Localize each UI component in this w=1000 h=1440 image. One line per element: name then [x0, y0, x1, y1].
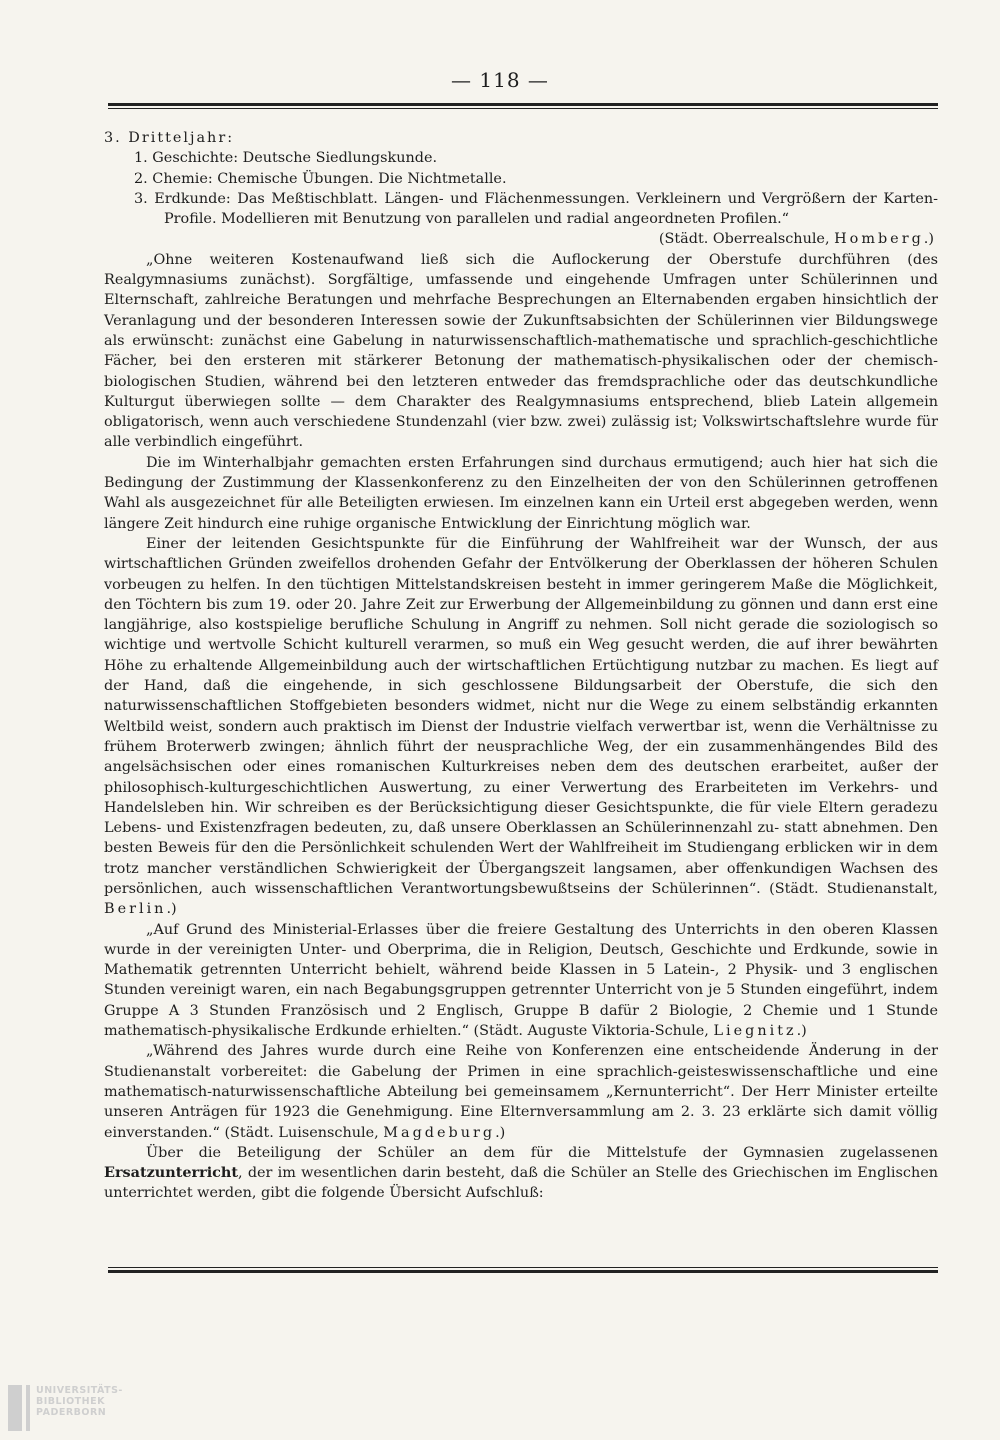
library-logo — [8, 1385, 123, 1431]
paragraph-4-text: „Auf Grund des Ministerial-Erlasses über die freiere Gestaltung des Unterrichts in den oberen Klassen wurde in der vereinigten Unter- und Oberprima, die in Religion, Deutsch, Geschichte und Erdkunde, sowie in Mathematik getrennten Unterricht behielt, während beide Klassen in 5 Latein-, 2 Physik- und 3 englischen Stunden vereinigt waren, ein nach Begabungsgruppen getrennter Unterricht von je 5 Stunden eingeführt, indem Gruppe A 3 Stunden Französisch und 2 Englisch, Gruppe B dafür 2 Biologie, 2 Chemie und 1 Stunde mathematisch-physikalische Erdkunde erhielten.“ — [104, 921, 938, 1040]
library-line: PADERBORN — [36, 1407, 107, 1418]
library-line: BIBLIOTHEK — [36, 1396, 105, 1407]
source-prefix: (Städt. Oberrealschule, — [658, 231, 835, 248]
body-text — [104, 128, 938, 1204]
source-suffix: .) — [923, 231, 934, 248]
list-item: 3. Erdkunde: Das Meßtischblatt. Längen- und Flächenmessungen. Verkleinern und Vergrößern der Karten-Profile. Modellieren mit Benutzung von parallelen und radial angeordneten Profilen.“ — [134, 190, 938, 228]
page-number: — 118 — — [451, 68, 549, 92]
source-prefix: (Städt. Luisenschule, — [224, 1124, 384, 1141]
list-heading: 3. Dritteljahr: — [104, 130, 235, 146]
logo-bar-icon — [26, 1385, 30, 1431]
bottom-rule — [108, 1265, 938, 1273]
library-line: UNIVERSITÄTS- — [36, 1385, 123, 1396]
source-place: Homberg — [834, 231, 924, 248]
paragraph-6-after: , der im wesentlichen darin besteht, daß die Schüler an Stelle des Griechischen im Englischen unterrichtet werden, gibt die folgende Übersicht Aufschluß: — [104, 1165, 938, 1202]
source-place: Berlin — [104, 901, 167, 918]
paragraph-3 — [104, 534, 938, 920]
paragraph-5 — [104, 1041, 938, 1142]
paragraph-4 — [104, 920, 938, 1042]
list-item: 2. Chemie: Chemische Übungen. Die Nichtmetalle. — [134, 170, 507, 187]
source-prefix: (Städt. Auguste Viktoria-Schule, — [473, 1023, 714, 1040]
list-item: 1. Geschichte: Deutsche Siedlungskunde. — [134, 150, 438, 167]
logo-bar-icon — [8, 1385, 22, 1431]
source-place: Magdeburg — [383, 1124, 496, 1141]
paragraph-6-before: Über die Beteiligung der Schüler an dem für die Mittelstufe der Gymnasien zugelassenen — [146, 1144, 938, 1161]
paragraph-6 — [104, 1143, 938, 1204]
paragraph-1: „Ohne weiteren Kostenaufwand ließ sich die Auflockerung der Oberstufe durchführen (des Realgymnasiums zunächst). Sorgfältige, umfassende und eingehende Umfragen unter Schülerinnen und Elternschaft, zahlreiche Beratungen und mehrfache Besprechungen an Elternabenden ergaben hinsichtlich der Veranlagung und der besonderen Interessen sowie der Zukunftsabsichten der Schülerinnen vier Bildungswege als erwünscht: zunächst eine Gabelung in naturwissenschaftlich-mathematische und sprachlich-geschichtliche Fächer, bei den ersteren mit stärkerer Betonung der mathematisch-physikalischen oder der chemisch-biologischen Studien, während bei den letzteren entweder das fremdsprachliche oder das deutschkundliche Kulturgut überwiegen sollte — dem Charakter des Realgymnasiums entsprechend, blieb Latein allgemein obligatorisch, wenn auch verschiedene Stundenzahl (vier bzw. zwei) zulässig ist; Volkswirtschaftslehre wurde für alle verbindlich eingeführt. — [104, 251, 938, 451]
source-suffix: .) — [796, 1023, 807, 1040]
paragraph-5-text: „Während des Jahres wurde durch eine Reihe von Konferenzen eine entscheidende Änderung in der Studienanstalt vorbereitet: die Gabelung der Primen in eine sprachlich-geisteswissenschaftliche und eine mathematisch-naturwissenschaftliche Abteilung bei gemeinsamem „Kernunterricht“. Der Herr Minister erteilte unseren Anträgen für 1923 die Genehmigung. Eine Elternversammlung am 2. 3. 23 erklärte sich damit völlig einverstanden.“ — [104, 1043, 938, 1141]
top-rule — [108, 103, 938, 109]
source-suffix: .) — [166, 901, 177, 918]
paragraph-2: Die im Winterhalbjahr gemachten ersten Erfahrungen sind durchaus ermutigend; auch hier hat sich die Bedingung der Zustimmung der Klassenkonferenz zu den Einzelheiten der von den Schülerinnen getroffenen Wahl als ausgezeichnet für alle Beteiligten erwiesen. Im einzelnen kann ein Urteil erst abgegeben werden, wenn längere Zeit hindurch eine ruhige organische Entwicklung der Einrichtung möglich war. — [104, 454, 938, 532]
source-place: Liegnitz — [713, 1023, 797, 1040]
library-name — [36, 1385, 123, 1418]
source-suffix: .) — [495, 1124, 506, 1141]
paragraph-3-text: Einer der leitenden Gesichtspunkte für die Einführung der Wahlfreiheit war der Wunsch, der aus wirtschaftlichen Gründen zweifellos drohenden Gefahr der Entvölkerung der Oberklassen der höheren Schulen vorbeugen zu helfen. In den tüchtigen Mittelstandskreisen besteht in immer geringerem Maße die Möglichkeit, den Töchtern bis zum 19. oder 20. Jahre Zeit zur Erwerbung der Allgemeinbildung zu gönnen und dann erst eine langjährige, also kostspielige berufliche Schulung in Angriff zu nehmen. Soll nicht gerade die soziologisch so wichtige und wertvolle Schicht kulturell verarmen, so muß ein Weg gesucht werden, die auf ihrer bewährten Höhe zu erhaltende Allgemeinbildung auch der wirtschaftlichen Ertüchtigung nutzbar zu machen. Es liegt auf der Hand, daß die eingehende, in sich geschlossene Bildungsarbeit der Oberstufe, die sich den naturwissenschaftlichen Stoffgebieten besonders widmet, nicht nur die Wege zu einem selbständig erkannten Weltbild weist, sondern auch praktisch im Dienst der Industrie vielfach verwertbar ist, wenn die Verhältnisse zu frühem Broterwerb zwingen; ähnlich führt der neusprachliche Weg, der ein zusammenhängendes Bild des angelsächsischen oder eines romanischen Kulturkreises neben dem des deutschen erarbeitet, außer der philosophisch-kulturgeschichtlichen Auswertung, zu einer Verwertung des Erarbeiteten im Verkehrs- und Handelsleben hin. Wir schreiben es der Berücksichtigung dieser Gesichtspunkte, die für viele Eltern geradezu Lebens- und Existenzfragen bedeuten, zu, daß unsere Oberklassen an Schülerinnenzahl zu- statt abnehmen. Den besten Beweis für den die Persönlichkeit schulenden Wert der Wahlfreiheit im Studiengang erblicken wir in dem trotz mancher verständlichen Schwierigkeit der Übergangszeit langsamen, aber offenkundigen Wachsen des persönlichen, auch wissenschaftlichen Verantwortungsbewußtseins der Schülerinnen“. — [104, 535, 938, 897]
paragraph-6-bold: Ersatzunterricht — [104, 1164, 239, 1182]
source-prefix: (Städt. Studienanstalt, — [769, 880, 938, 897]
source-citation — [104, 229, 938, 249]
